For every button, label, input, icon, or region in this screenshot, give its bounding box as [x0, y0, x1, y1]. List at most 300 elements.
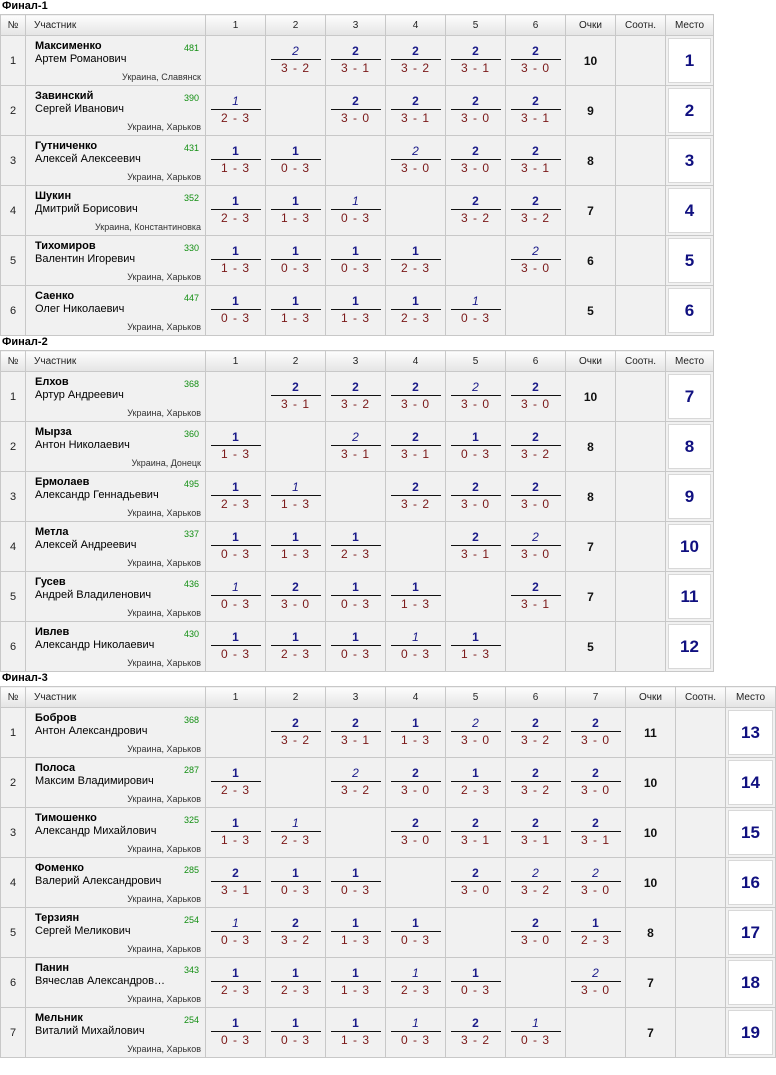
- match-result-cell[interactable]: [326, 958, 386, 1008]
- match-result-cell[interactable]: [386, 808, 446, 858]
- match-score-points: 1: [292, 530, 299, 544]
- player-surname: Гутниченко: [35, 140, 98, 152]
- match-result-cell[interactable]: [446, 136, 506, 186]
- match-result-cell[interactable]: [266, 572, 326, 622]
- match-result-cell[interactable]: [266, 522, 326, 572]
- match-result-cell[interactable]: [386, 908, 446, 958]
- match-result-cell[interactable]: [326, 86, 386, 136]
- match-result-cell[interactable]: [266, 186, 326, 236]
- match-result-cell[interactable]: [446, 286, 506, 336]
- row-number: 4: [1, 186, 26, 236]
- match-result: [331, 766, 381, 797]
- score-divider: [331, 645, 381, 646]
- match-score-points: 1: [232, 144, 239, 158]
- match-result-cell[interactable]: [566, 958, 626, 1008]
- match-result-cell[interactable]: [386, 1008, 446, 1058]
- match-result-cell[interactable]: [386, 136, 446, 186]
- results-table: [0, 14, 714, 336]
- match-score-points: 2: [592, 716, 599, 730]
- match-result-cell[interactable]: [446, 808, 506, 858]
- score-divider: [571, 781, 621, 782]
- self-cell: [266, 422, 326, 472]
- match-game-score: 3 - 2: [520, 447, 550, 461]
- match-result-cell[interactable]: [266, 286, 326, 336]
- player-cell[interactable]: [26, 136, 206, 186]
- match-result-cell[interactable]: [266, 372, 326, 422]
- match-result-cell[interactable]: [446, 758, 506, 808]
- match-game-score: 3 - 2: [400, 497, 430, 511]
- match-result-cell[interactable]: [206, 908, 266, 958]
- score-divider: [211, 1031, 261, 1032]
- match-result-cell[interactable]: [506, 758, 566, 808]
- match-score-points: 1: [232, 630, 239, 644]
- match-game-score: 3 - 1: [280, 397, 310, 411]
- score-divider: [451, 59, 501, 60]
- match-result-cell[interactable]: [446, 86, 506, 136]
- match-result-cell[interactable]: [326, 572, 386, 622]
- match-result: [271, 44, 321, 75]
- score-divider: [511, 159, 561, 160]
- match-result: [511, 1016, 561, 1047]
- match-game-score: 0 - 3: [400, 647, 430, 661]
- match-game-score: 0 - 3: [220, 547, 250, 561]
- col-header-ratio: Соотн.: [676, 687, 726, 708]
- match-score-points: 1: [292, 144, 299, 158]
- col-header-opponent: 2: [266, 15, 326, 36]
- match-result-cell[interactable]: [266, 136, 326, 186]
- match-result: [391, 966, 441, 997]
- match-result-cell[interactable]: [566, 858, 626, 908]
- match-result-cell[interactable]: [386, 36, 446, 86]
- total-points: 8: [566, 472, 616, 522]
- player-cell[interactable]: [26, 372, 206, 422]
- player-city: Украина, Харьков: [127, 994, 201, 1004]
- match-result-cell[interactable]: [266, 36, 326, 86]
- match-result-cell[interactable]: [326, 186, 386, 236]
- player-cell[interactable]: [26, 908, 206, 958]
- match-score-points: 2: [532, 430, 539, 444]
- match-game-score: 1 - 3: [280, 497, 310, 511]
- player-surname: Елхов: [35, 376, 69, 388]
- match-result-cell[interactable]: [266, 808, 326, 858]
- match-game-score: 3 - 2: [520, 733, 550, 747]
- match-game-score: 2 - 3: [400, 983, 430, 997]
- player-cell[interactable]: [26, 422, 206, 472]
- final-block: [0, 0, 776, 336]
- match-result-cell[interactable]: [206, 808, 266, 858]
- match-result-cell[interactable]: [266, 708, 326, 758]
- match-game-score: 3 - 0: [280, 597, 310, 611]
- match-score-points: 2: [412, 480, 419, 494]
- match-result-cell[interactable]: [506, 1008, 566, 1058]
- total-points: 10: [626, 858, 676, 908]
- match-result-cell[interactable]: [206, 1008, 266, 1058]
- match-result-cell[interactable]: [386, 86, 446, 136]
- row-number: 6: [1, 622, 26, 672]
- score-divider: [271, 545, 321, 546]
- match-result: [271, 916, 321, 947]
- match-game-score: 0 - 3: [280, 883, 310, 897]
- match-score-points: 1: [232, 194, 239, 208]
- match-result: [391, 294, 441, 325]
- match-result-cell[interactable]: [206, 422, 266, 472]
- match-result-cell[interactable]: [506, 808, 566, 858]
- match-score-points: 2: [532, 580, 539, 594]
- col-header-opponent: 2: [266, 687, 326, 708]
- match-result-cell[interactable]: [386, 622, 446, 672]
- match-score-points: 2: [412, 94, 419, 108]
- row-number: 5: [1, 236, 26, 286]
- match-score-points: 1: [412, 630, 419, 644]
- place-cell: [726, 908, 776, 958]
- match-result: [211, 430, 261, 461]
- score-divider: [391, 109, 441, 110]
- match-result-cell[interactable]: [446, 472, 506, 522]
- player-city: Украина, Харьков: [127, 272, 201, 282]
- match-game-score: 3 - 0: [520, 933, 550, 947]
- row-number: 6: [1, 958, 26, 1008]
- match-result-cell[interactable]: [326, 758, 386, 808]
- match-result: [391, 580, 441, 611]
- match-result-cell[interactable]: [266, 236, 326, 286]
- player-cell[interactable]: [26, 758, 206, 808]
- player-rating: 368: [183, 379, 199, 389]
- match-result-cell[interactable]: [206, 958, 266, 1008]
- col-header-opponent: 5: [446, 15, 506, 36]
- match-game-score: 3 - 1: [400, 447, 430, 461]
- match-result-cell[interactable]: [266, 472, 326, 522]
- self-cell: [506, 622, 566, 672]
- score-divider: [451, 209, 501, 210]
- match-result: [211, 244, 261, 275]
- match-result-cell[interactable]: [446, 36, 506, 86]
- player-cell[interactable]: [26, 708, 206, 758]
- score-divider: [331, 395, 381, 396]
- score-divider: [391, 731, 441, 732]
- match-result-cell[interactable]: [446, 958, 506, 1008]
- match-score-points: 2: [412, 380, 419, 394]
- player-surname: Мельник: [35, 1012, 83, 1024]
- table-row: [1, 1008, 776, 1058]
- place-value: 10: [668, 524, 711, 569]
- match-score-points: 1: [292, 480, 299, 494]
- match-score-points: 2: [472, 480, 479, 494]
- player-cell[interactable]: [26, 186, 206, 236]
- match-result: [571, 766, 621, 797]
- match-game-score: 3 - 0: [460, 397, 490, 411]
- match-score-points: 2: [532, 716, 539, 730]
- player-rating: 287: [183, 765, 199, 775]
- match-game-score: 3 - 2: [280, 733, 310, 747]
- match-result-cell[interactable]: [446, 622, 506, 672]
- match-result-cell[interactable]: [566, 908, 626, 958]
- match-result-cell[interactable]: [506, 136, 566, 186]
- score-divider: [211, 259, 261, 260]
- player-surname: Метла: [35, 526, 69, 538]
- match-result-cell[interactable]: [386, 758, 446, 808]
- match-result-cell[interactable]: [446, 858, 506, 908]
- match-result-cell[interactable]: [266, 858, 326, 908]
- match-result-cell[interactable]: [206, 572, 266, 622]
- match-result-cell[interactable]: [326, 522, 386, 572]
- player-surname: Панин: [35, 962, 70, 974]
- match-result-cell[interactable]: [446, 522, 506, 572]
- match-game-score: 1 - 3: [280, 211, 310, 225]
- table-row: [1, 86, 714, 136]
- match-result-cell[interactable]: [326, 858, 386, 908]
- match-result-cell[interactable]: [506, 708, 566, 758]
- score-divider: [271, 209, 321, 210]
- match-result: [391, 430, 441, 461]
- match-result-cell[interactable]: [206, 186, 266, 236]
- score-divider: [451, 445, 501, 446]
- match-result-cell[interactable]: [206, 236, 266, 286]
- place-value: 5: [668, 238, 711, 283]
- match-game-score: 3 - 0: [460, 883, 490, 897]
- player-surname: Мырза: [35, 426, 72, 438]
- final-title: Финал-1: [2, 0, 48, 12]
- player-city: Украина, Донецк: [131, 458, 201, 468]
- player-cell[interactable]: [26, 858, 206, 908]
- player-firstname: Сергей Меликович: [35, 925, 131, 937]
- match-result-cell[interactable]: [386, 286, 446, 336]
- player-cell[interactable]: [26, 86, 206, 136]
- match-result-cell[interactable]: [506, 472, 566, 522]
- match-result-cell[interactable]: [206, 472, 266, 522]
- match-game-score: 3 - 1: [520, 161, 550, 175]
- match-game-score: 0 - 3: [280, 1033, 310, 1047]
- match-result: [451, 966, 501, 997]
- match-game-score: 3 - 1: [460, 547, 490, 561]
- match-result-cell[interactable]: [266, 958, 326, 1008]
- match-result-cell[interactable]: [506, 858, 566, 908]
- player-cell[interactable]: [26, 286, 206, 336]
- col-header-no: №: [1, 351, 26, 372]
- match-result-cell[interactable]: [206, 136, 266, 186]
- player-firstname: Александр Николаевич: [35, 639, 155, 651]
- player-city: Украина, Харьков: [127, 944, 201, 954]
- player-cell[interactable]: [26, 236, 206, 286]
- table-row: [1, 908, 776, 958]
- match-result-cell[interactable]: [506, 572, 566, 622]
- player-cell[interactable]: [26, 36, 206, 86]
- final-title: Финал-3: [2, 672, 48, 684]
- player-cell[interactable]: [26, 622, 206, 672]
- player-cell[interactable]: [26, 522, 206, 572]
- player-rating: 254: [183, 915, 199, 925]
- score-divider: [451, 545, 501, 546]
- match-result-cell[interactable]: [206, 858, 266, 908]
- table-row: [1, 858, 776, 908]
- score-divider: [271, 495, 321, 496]
- player-surname: Ермолаев: [35, 476, 90, 488]
- match-result-cell[interactable]: [206, 758, 266, 808]
- match-game-score: 2 - 3: [220, 497, 250, 511]
- score-divider: [331, 731, 381, 732]
- match-result-cell[interactable]: [266, 622, 326, 672]
- match-result-cell[interactable]: [386, 372, 446, 422]
- match-result-cell[interactable]: [506, 372, 566, 422]
- match-result: [331, 1016, 381, 1047]
- score-divider: [391, 59, 441, 60]
- place-cell: [726, 808, 776, 858]
- match-score-points: 1: [412, 1016, 419, 1030]
- match-result: [511, 716, 561, 747]
- match-result-cell[interactable]: [206, 286, 266, 336]
- score-divider: [271, 881, 321, 882]
- col-header-opponent: 3: [326, 351, 386, 372]
- match-result-cell[interactable]: [386, 422, 446, 472]
- col-header-opponent: 4: [386, 351, 446, 372]
- match-score-points: 1: [472, 630, 479, 644]
- match-result-cell[interactable]: [326, 708, 386, 758]
- score-divider: [391, 159, 441, 160]
- place-value: 14: [728, 760, 773, 805]
- score-divider: [451, 495, 501, 496]
- score-divider: [211, 931, 261, 932]
- score-divider: [511, 831, 561, 832]
- col-header-opponent: 2: [266, 351, 326, 372]
- match-score-points: 1: [292, 1016, 299, 1030]
- match-result-cell[interactable]: [386, 708, 446, 758]
- match-score-points: 2: [472, 144, 479, 158]
- match-result-cell[interactable]: [326, 622, 386, 672]
- match-result-cell[interactable]: [506, 36, 566, 86]
- match-game-score: 3 - 1: [340, 61, 370, 75]
- match-game-score: 0 - 3: [520, 1033, 550, 1047]
- match-result-cell[interactable]: [566, 808, 626, 858]
- table-row: [1, 472, 714, 522]
- score-divider: [271, 731, 321, 732]
- match-result-cell[interactable]: [326, 1008, 386, 1058]
- match-result-cell[interactable]: [386, 572, 446, 622]
- match-result-cell[interactable]: [326, 286, 386, 336]
- match-result-cell[interactable]: [506, 908, 566, 958]
- player-cell[interactable]: [26, 472, 206, 522]
- match-result-cell[interactable]: [446, 422, 506, 472]
- match-result-cell[interactable]: [326, 422, 386, 472]
- table-row: [1, 522, 714, 572]
- match-result-cell[interactable]: [326, 236, 386, 286]
- match-result-cell[interactable]: [446, 708, 506, 758]
- score-divider: [331, 259, 381, 260]
- match-result: [511, 244, 561, 275]
- match-result-cell[interactable]: [566, 708, 626, 758]
- match-result: [271, 630, 321, 661]
- match-result-cell[interactable]: [506, 86, 566, 136]
- row-number: 1: [1, 36, 26, 86]
- place-cell: [666, 286, 714, 336]
- score-divider: [391, 645, 441, 646]
- match-score-points: 1: [532, 1016, 539, 1030]
- col-header-place: Место: [726, 687, 776, 708]
- match-result: [271, 966, 321, 997]
- score-divider: [451, 831, 501, 832]
- player-city: Украина, Харьков: [127, 658, 201, 668]
- player-surname: Завинский: [35, 90, 94, 102]
- match-score-points: 1: [292, 816, 299, 830]
- match-result: [451, 630, 501, 661]
- score-divider: [511, 59, 561, 60]
- col-header-opponent: 4: [386, 15, 446, 36]
- total-points: 7: [566, 522, 616, 572]
- score-divider: [211, 781, 261, 782]
- match-game-score: 0 - 3: [340, 211, 370, 225]
- match-result-cell[interactable]: [566, 758, 626, 808]
- match-score-points: 1: [472, 294, 479, 308]
- ratio-cell: [676, 1008, 726, 1058]
- col-header-player: Участник: [26, 15, 206, 36]
- player-city: Украина, Харьков: [127, 794, 201, 804]
- match-result: [391, 716, 441, 747]
- match-result-cell[interactable]: [206, 86, 266, 136]
- match-result-cell[interactable]: [506, 236, 566, 286]
- player-cell[interactable]: [26, 1008, 206, 1058]
- match-score-points: 1: [352, 630, 359, 644]
- ratio-cell: [616, 236, 666, 286]
- match-score-points: 1: [472, 766, 479, 780]
- match-score-points: 2: [472, 380, 479, 394]
- match-result-cell[interactable]: [326, 36, 386, 86]
- match-result: [211, 966, 261, 997]
- score-divider: [211, 309, 261, 310]
- match-result-cell[interactable]: [506, 522, 566, 572]
- player-cell[interactable]: [26, 958, 206, 1008]
- match-result-cell[interactable]: [266, 908, 326, 958]
- match-result: [511, 94, 561, 125]
- table-header-row: [1, 351, 714, 372]
- player-surname: Ивлев: [35, 626, 70, 638]
- match-result-cell[interactable]: [386, 236, 446, 286]
- match-result-cell[interactable]: [506, 186, 566, 236]
- place-cell: [666, 622, 714, 672]
- match-result-cell[interactable]: [446, 1008, 506, 1058]
- match-score-points: 1: [292, 966, 299, 980]
- match-result-cell[interactable]: [506, 422, 566, 472]
- match-game-score: 3 - 2: [520, 783, 550, 797]
- place-cell: [666, 522, 714, 572]
- player-rating: 431: [183, 143, 199, 153]
- self-cell: [446, 236, 506, 286]
- match-score-points: 1: [232, 480, 239, 494]
- match-result-cell[interactable]: [386, 958, 446, 1008]
- player-firstname: Антон Николаевич: [35, 439, 130, 451]
- score-divider: [511, 731, 561, 732]
- ratio-cell: [676, 758, 726, 808]
- col-header-points: Очки: [626, 687, 676, 708]
- match-result: [211, 144, 261, 175]
- match-result: [391, 44, 441, 75]
- final-block: [0, 336, 776, 672]
- place-cell: [666, 422, 714, 472]
- ratio-cell: [616, 472, 666, 522]
- match-result-cell[interactable]: [326, 908, 386, 958]
- match-result-cell[interactable]: [206, 522, 266, 572]
- match-game-score: 1 - 3: [400, 733, 430, 747]
- match-result-cell[interactable]: [446, 186, 506, 236]
- match-result-cell[interactable]: [446, 372, 506, 422]
- col-header-no: №: [1, 15, 26, 36]
- score-divider: [451, 731, 501, 732]
- player-cell[interactable]: [26, 808, 206, 858]
- place-cell: [726, 708, 776, 758]
- match-result-cell[interactable]: [266, 1008, 326, 1058]
- player-cell[interactable]: [26, 572, 206, 622]
- match-result-cell[interactable]: [206, 622, 266, 672]
- match-score-points: 2: [532, 766, 539, 780]
- match-result-cell[interactable]: [386, 472, 446, 522]
- match-result-cell[interactable]: [326, 372, 386, 422]
